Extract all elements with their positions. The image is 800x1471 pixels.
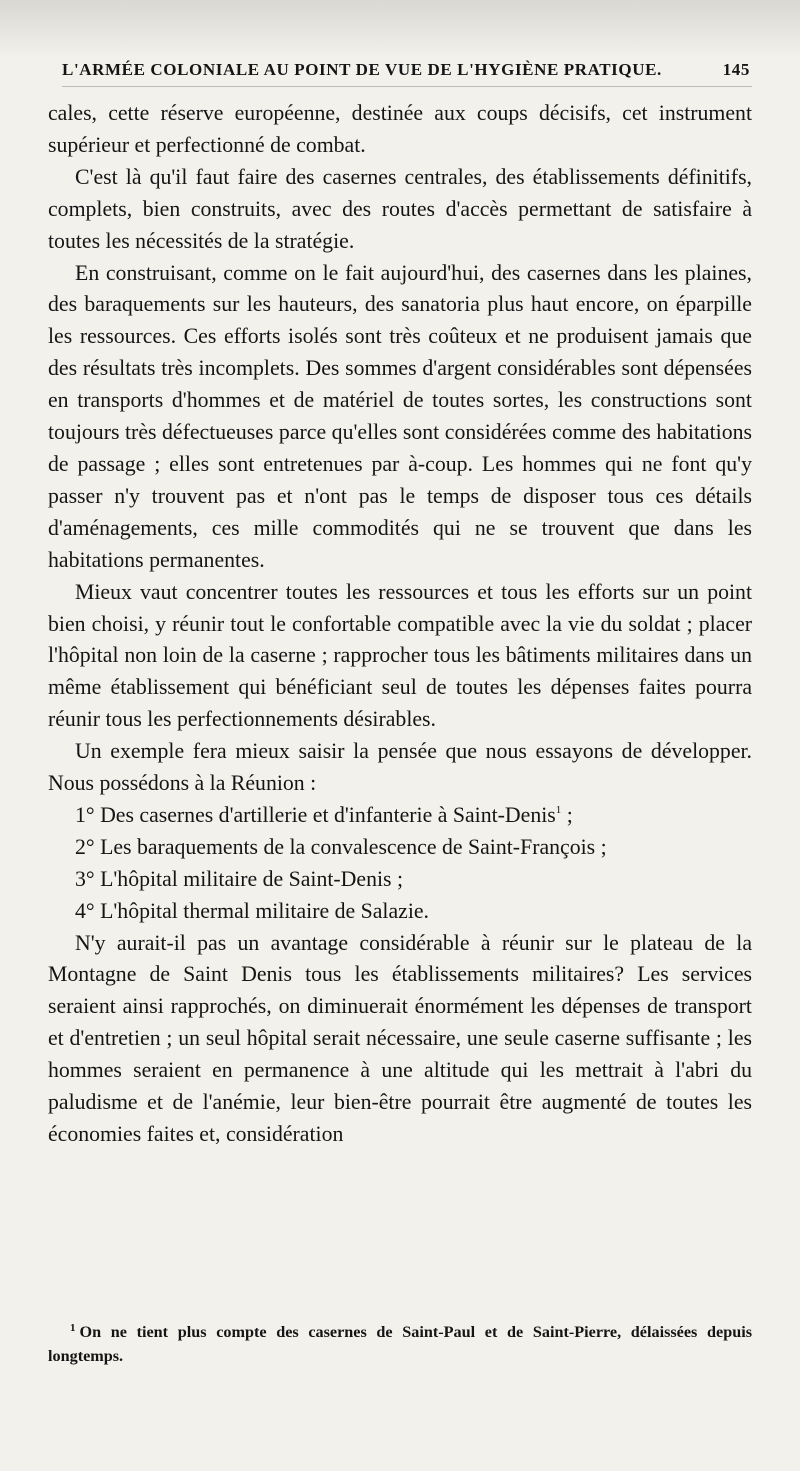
paragraph: Mieux vaut concentrer toutes les ressources et tous les efforts sur un point bien choisi, y réunir tout le confortable compatible avec la vie du soldat ; placer l'hôpital non loin de la caserne ; rapprocher tous les bâtiments militaires dans un même établissement qui bénéficiant seul de toutes les dépenses faites pourra réunir tous les perfectionnements désirables. (48, 579, 752, 732)
list-item-punct: ; (561, 802, 573, 827)
paragraph: N'y aurait-il pas un avantage considérable à réunir sur le plateau de la Montagne de Saint Denis tous les établissements militaires? Les services seraient ainsi rapprochés, on diminuerait énormément les dépenses de transport et d'entretien ; un seul hôpital serait nécessaire, une seule caserne suffisante ; les hommes seraient en permanence à une altitude qui les mettrait à l'abri du paludisme et de l'anémie, leur bien-être pourrait être augmenté de toutes les économies faites et, considération (48, 930, 752, 1146)
running-header (62, 60, 750, 80)
page-top-shadow (0, 0, 800, 58)
paragraph-continued: cales, cette réserve européenne, destinée aux coups décisifs, cet instrument supérieur et perfectionné de combat. (48, 101, 752, 157)
body-text (48, 98, 752, 1151)
header-title: L'ARMÉE COLONIALE AU POINT DE VUE DE L'HYGIÈNE PRATIQUE. (62, 60, 662, 79)
header-rule (62, 86, 752, 87)
list-item: 3° L'hôpital militaire de Saint-Denis ; (75, 866, 404, 891)
footnote-text: On ne tient plus compte des casernes de Saint-Paul et de Saint-Pierre, délaissées depuis longtemps. (48, 1323, 752, 1365)
list-item (48, 800, 752, 832)
list-item: 2° Les baraquements de la convalescence de Saint-François ; (75, 834, 607, 859)
list-item-text: 1° Des casernes d'artillerie et d'infanterie à Saint-Denis (75, 802, 556, 827)
footnote-reference[interactable]: 1 (555, 803, 562, 816)
page-number: 145 (722, 60, 750, 79)
paragraph: Un exemple fera mieux saisir la pensée que nous essayons de développer. Nous possédons à la Réunion : (48, 739, 752, 796)
paragraph: C'est là qu'il faut faire des casernes centrales, des établissements définitifs, complets, bien construits, avec des routes d'accès permettant de satisfaire à toutes les nécessités de la stratégie. (48, 164, 752, 253)
footnote-marker: 1 (70, 1322, 76, 1334)
footnote (48, 1316, 752, 1368)
paragraph: En construisant, comme on le fait aujourd'hui, des casernes dans les plaines, des baraquements sur les hauteurs, des sanatoria plus haut encore, on éparpille les ressources. Ces efforts isolés sont très coûteux et ne produisent jamais que des résultats très incomplets. Des sommes d'argent considérables sont dépensées en transports d'hommes et de matériel de toutes sortes, les constructions sont toujours très défectueuses parce qu'elles sont considérées comme des habitations de passage ; elles sont entretenues par à-coup. Les hommes qui ne font qu'y passer n'y trouvent pas et n'ont pas le temps de disposer tous ces détails d'aménagements, ces mille commodités qui ne se trouvent que dans les habitations permanentes. (48, 260, 752, 572)
list-item: 4° L'hôpital thermal militaire de Salazie. (75, 898, 430, 923)
